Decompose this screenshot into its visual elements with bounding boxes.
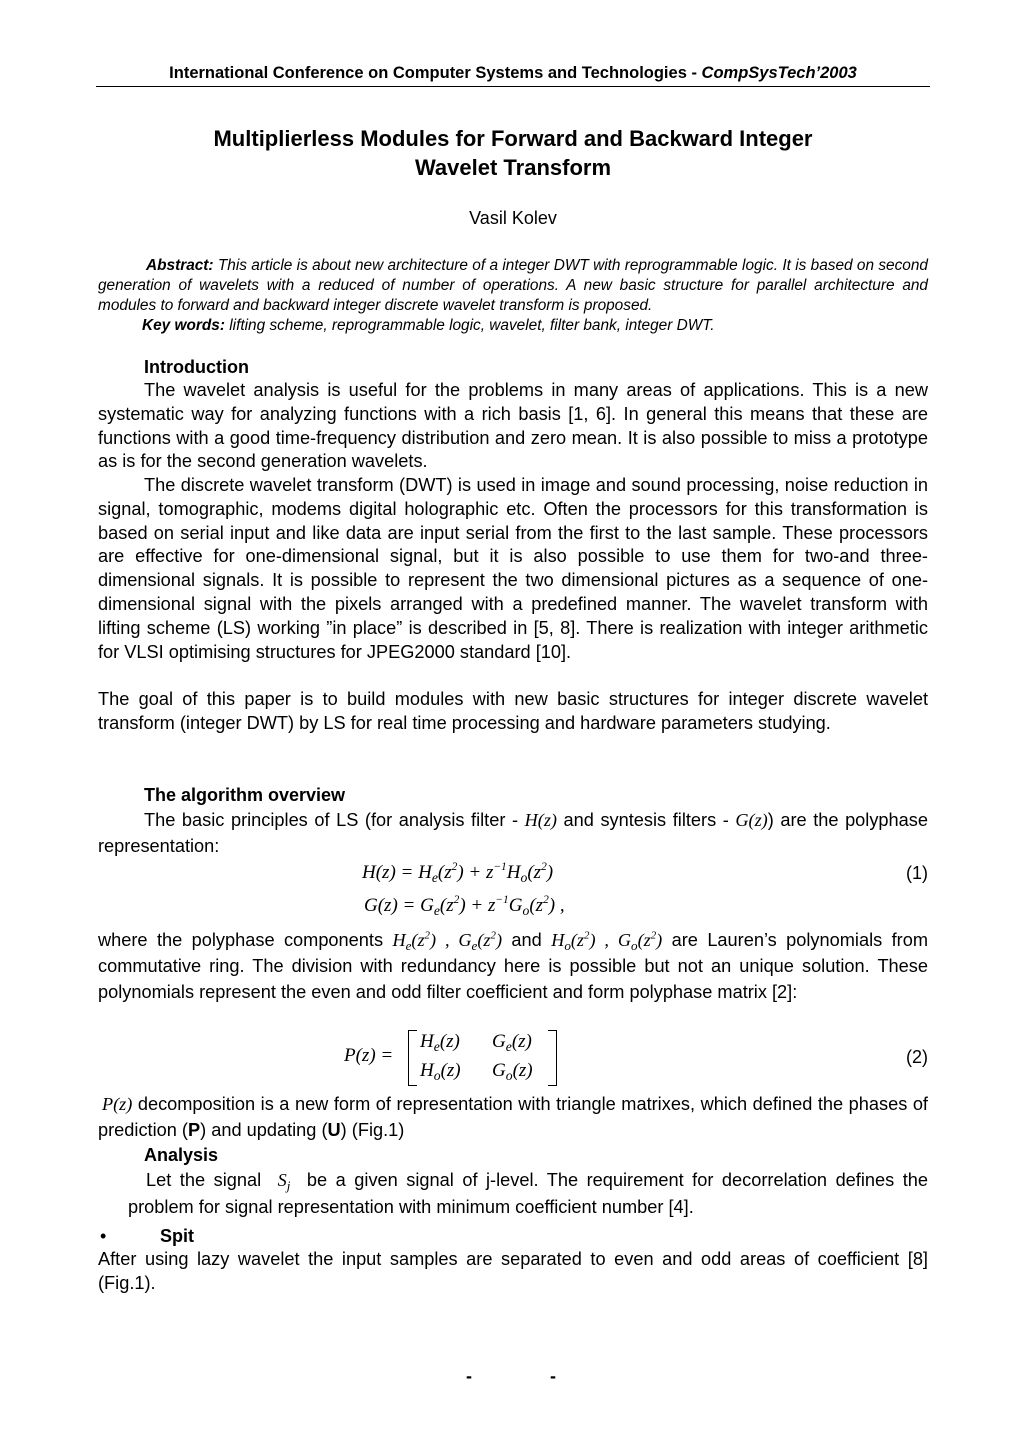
split-bullet: • [100, 1226, 107, 1246]
conference-name: International Conference on Computer Systems and Technologies - [169, 64, 702, 82]
split-heading: Spit [160, 1226, 194, 1246]
footer-dash-left: - [466, 1366, 472, 1386]
analysis-filter-symbol: H(z) [524, 810, 557, 830]
polyphase-matrix-symbol: P(z) [102, 1094, 133, 1114]
prediction-symbol: P [187, 1120, 201, 1140]
equation-1-number: (1) [906, 863, 928, 883]
odd-components-formula: $H_o(z^2)$ , $G_o(z^2)$ [551, 929, 663, 953]
algorithm-paragraph-2 [98, 927, 928, 1005]
conference-short-name: CompSysTech’2003 [701, 64, 857, 82]
synthesis-filter-symbol: G(z) [735, 810, 768, 830]
keywords-label: Key words: [142, 317, 225, 334]
signal-symbol: $S_j$ [269, 1170, 291, 1193]
title-line-2: Wavelet Transform [414, 155, 612, 180]
algorithm-p3-part-a: decomposition is a new form of representation with triangle matrixes, which defined the phases of prediction ( [98, 1094, 928, 1140]
abstract-label: Abstract: [146, 257, 214, 274]
algorithm-p2-part-a: where the polyphase components [98, 930, 393, 950]
matrix-left-bracket [408, 1030, 417, 1086]
matrix-right-bracket [548, 1030, 557, 1086]
introduction-paragraph-2: The discrete wavelet transform (DWT) is used in image and sound processing, noise reduction in signal, tomographic, modems digital holographic etc. Often the processors for this transformation is based on serial input and like data are input serial from the first to the last sample. These processors are effective for one-dimensional signal, but it is also possible to use them for two-and three-dimensional signals. It is possible to represent the two dimensional pictures as a sequence of one-dimensional signal with the pixels arranged with a predefined manner. The wavelet transform with lifting scheme (LS) working ”in place” is described in [5, 8]. There is realization with integer arithmetic for VLSI optimising structures for JPEG2000 standard [10]. [98, 475, 928, 662]
algorithm-heading: The algorithm overview [144, 785, 346, 805]
analysis-paragraph [128, 1167, 928, 1221]
title-line-1: Multiplierless Modules for Forward and Backward Integer [213, 126, 813, 151]
footer-dash-right: - [550, 1366, 556, 1386]
abstract-text: This article is about new architecture of a integer DWT with reprogrammable logic. It is based on second generation of wavelets with a reduced of number of operations. A new basic structure for parallel architecture and modules to forward and backward integer discrete wavelet transform is proposed. [98, 257, 928, 314]
update-symbol: U [327, 1120, 341, 1140]
analysis-heading: Analysis [144, 1145, 219, 1165]
algorithm-p1-part-c: ) are the polyphase representation: [98, 810, 928, 856]
matrix-cell-ho: $H_o(z)$ [420, 1060, 461, 1084]
matrix-cell-he: $H_e(z)$ [420, 1031, 460, 1055]
paper-title [96, 124, 930, 182]
algorithm-p2-part-c: are Lauren’s polynomials from commutative ring. The division with redundancy here is possible but not an unique solution. These polynomials represent the even and odd filter coefficient and form polyphase matrix [2]: [98, 930, 928, 1002]
algorithm-p1-part-b: and syntesis filters - [556, 810, 736, 830]
algorithm-p3-part-b: ) and updating ( [200, 1120, 328, 1140]
algorithm-paragraph-1 [98, 807, 928, 859]
split-paragraph: After using lazy wavelet the input samples are separated to even and odd areas of coefficient [8](Fig.1). [98, 1249, 928, 1293]
keywords [142, 316, 928, 336]
matrix-cell-ge: $G_e(z)$ [492, 1031, 532, 1055]
keywords-text: lifting scheme, reprogrammable logic, wavelet, filter bank, integer DWT. [224, 317, 715, 334]
analysis-part-b: be a given signal of j-level. The requirement for decorrelation defines the problem for signal representation with minimum coefficient number [4]. [128, 1170, 929, 1217]
algorithm-p3-part-c: ) (Fig.1) [340, 1120, 405, 1140]
introduction-heading: Introduction [144, 357, 249, 377]
equation-1-line-1: $H(z) = H_e(z^2) + z^{-1}H_o(z^2)$ [362, 861, 554, 886]
algorithm-p2-part-b: and [502, 930, 552, 950]
even-components-formula: $H_e(z^2)$ , $G_e(z^2)$ [392, 929, 503, 953]
matrix-lhs: P(z) = [344, 1045, 394, 1066]
introduction-paragraph-3: The goal of this paper is to build modules with new basic structures for integer discrete wavelet transform (integer DWT) by LS for real time processing and hardware parameters studying. [98, 689, 928, 733]
author-name: Vasil Kolev [469, 208, 557, 228]
introduction-paragraph-1: The wavelet analysis is useful for the problems in many areas of applications. This is a new systematic way for analyzing functions with a rich basis [1, 6]. In general this means that these are functions with a good time-frequency distribution and zero mean. It is also possible to miss a prototype as is for the second generation wavelets. [98, 380, 928, 472]
matrix-cell-go: $G_o(z)$ [492, 1060, 533, 1084]
equation-2-number: (2) [906, 1047, 928, 1067]
analysis-part-a: Let the signal [146, 1170, 270, 1190]
running-header [96, 60, 930, 87]
algorithm-paragraph-3 [98, 1091, 928, 1143]
equation-1-line-2: $G(z) = G_e(z^2) + z^{-1}G_o(z^2)$ , [364, 894, 565, 919]
algorithm-p1-part-a: The basic principles of LS (for analysis filter - [144, 810, 525, 830]
abstract [98, 256, 928, 316]
